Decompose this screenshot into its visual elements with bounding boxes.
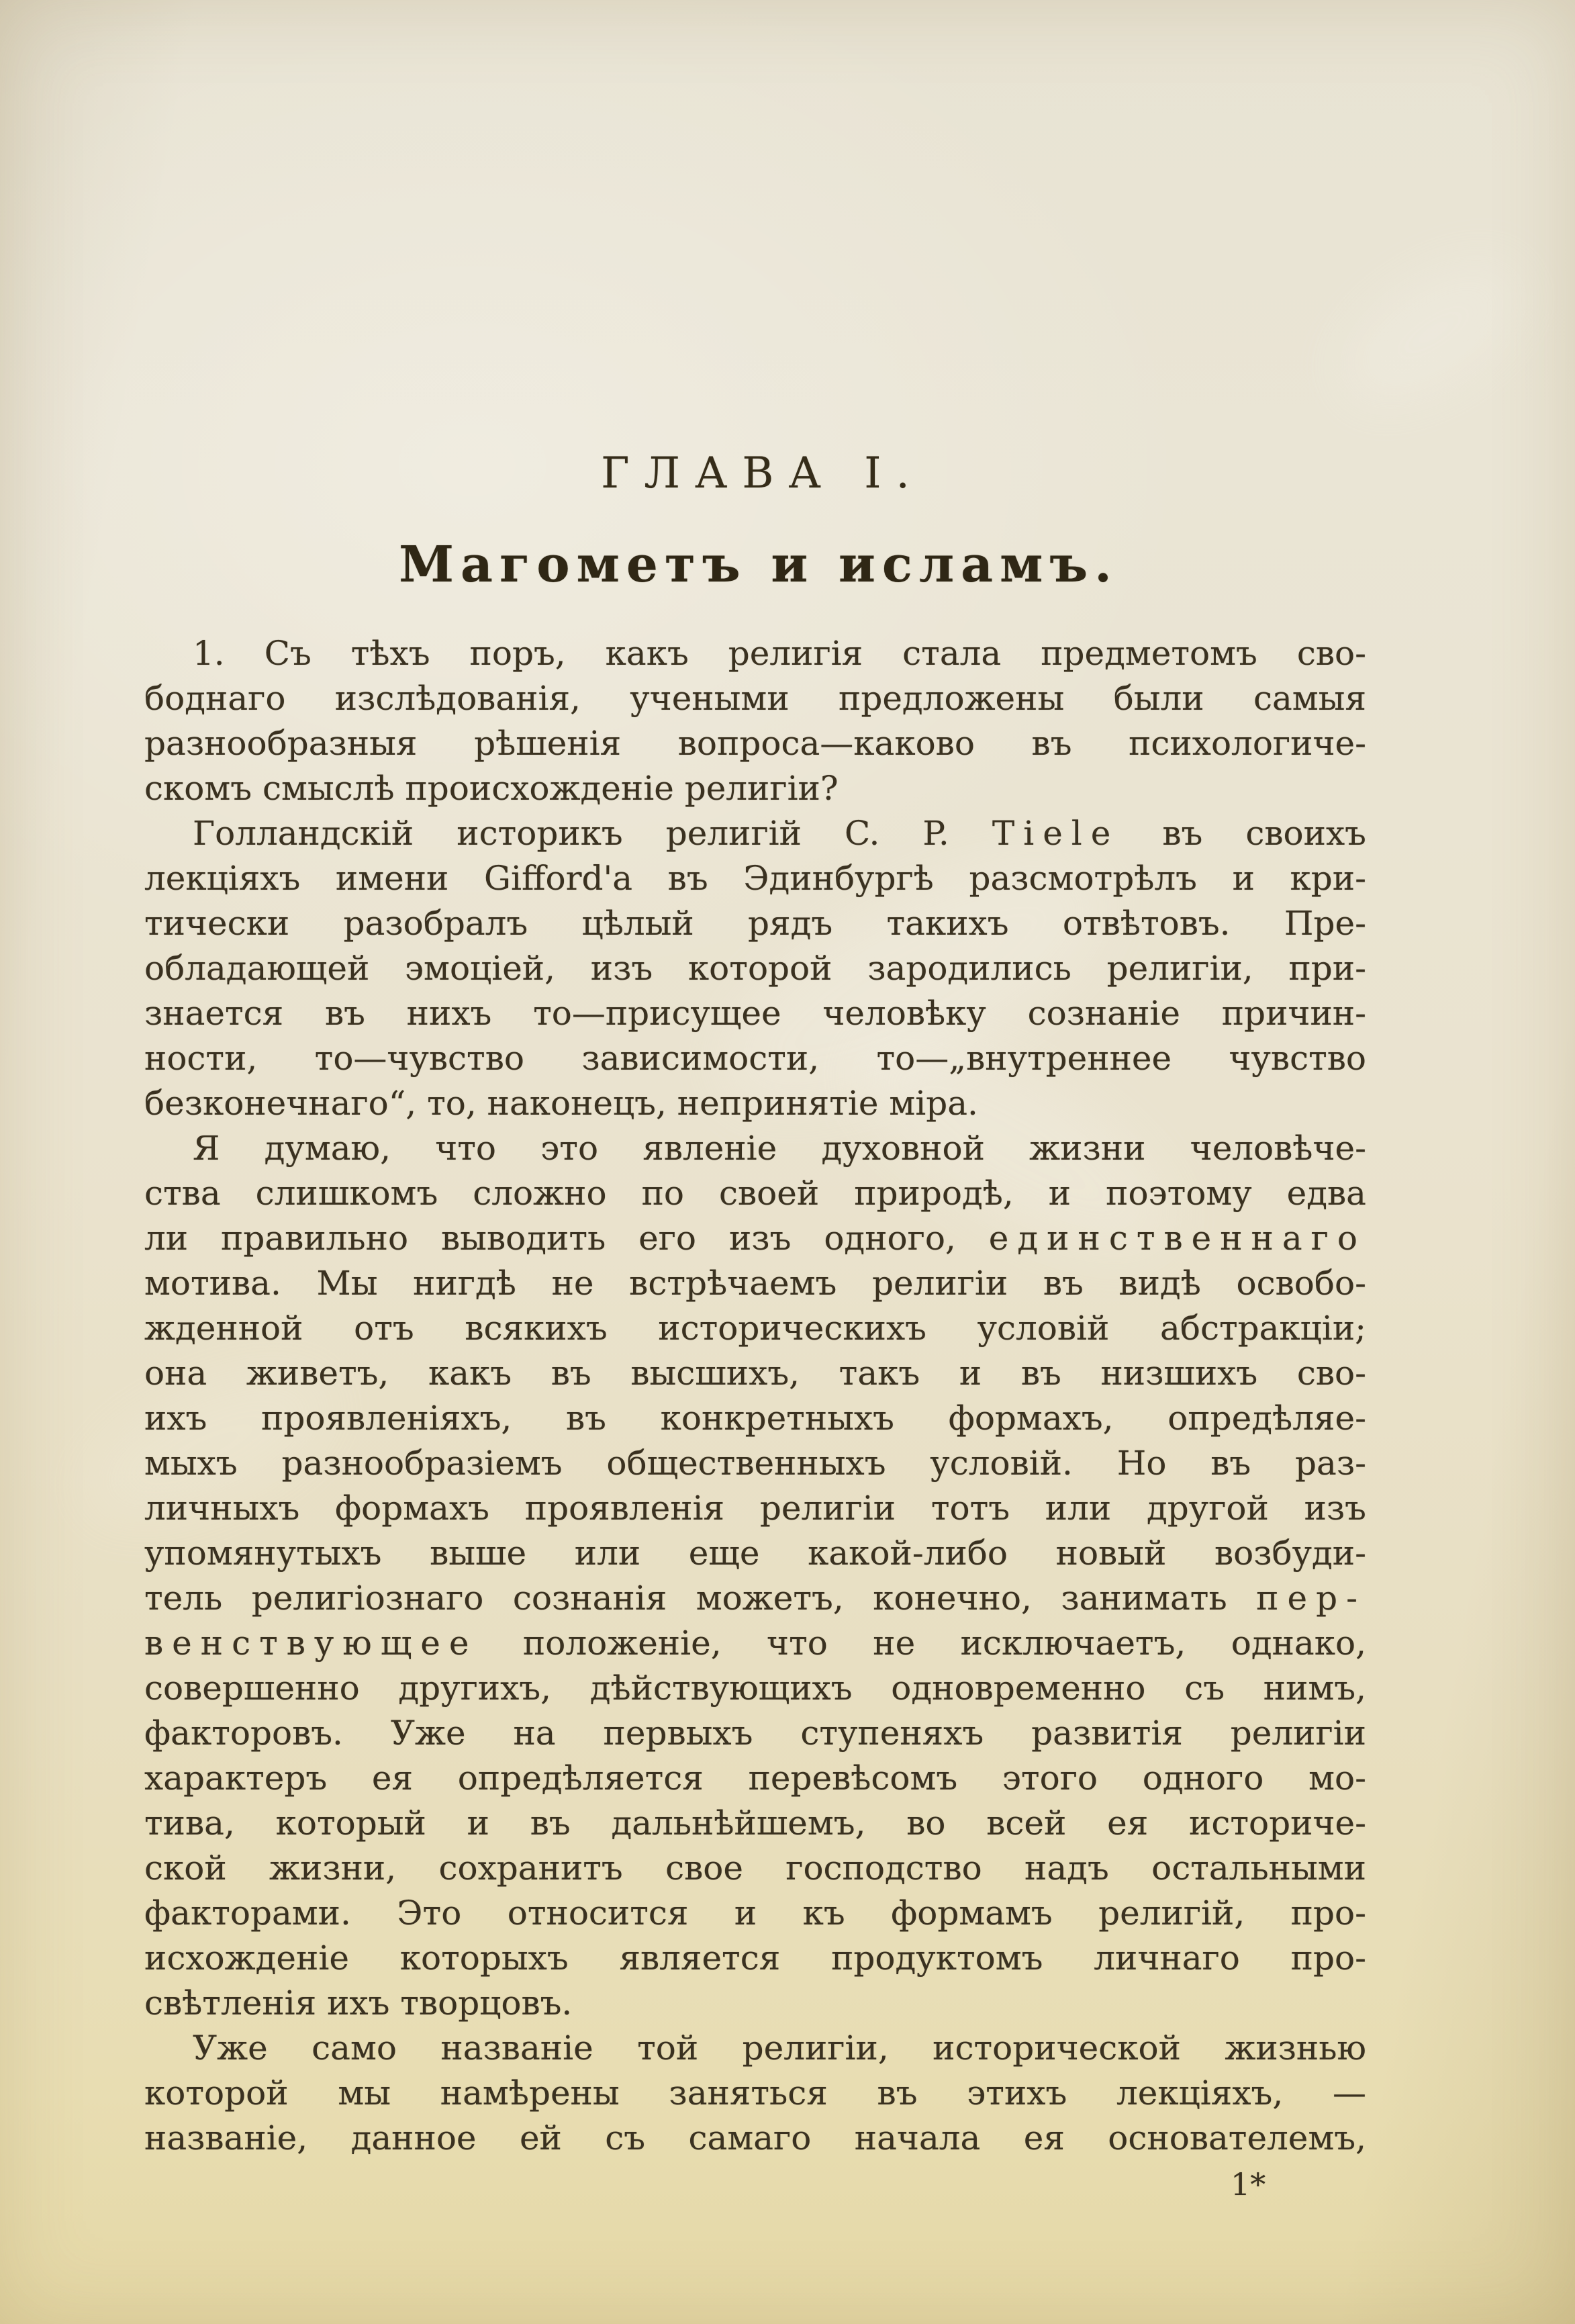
text-line [144,1846,1366,1891]
text-segment: ли правильно выводить его изъ одного, [144,1219,989,1258]
text-line [144,1981,1366,2026]
text-segment: она живетъ, какъ въ высшихъ, такъ и въ низшихъ сво- [144,1354,1366,1393]
text-segment: разнообразныя рѣшенія вопроса—каково въ психологиче- [144,724,1366,763]
letterspaced-text: пер- [1256,1579,1366,1618]
text-segment: боднаго изслѣдованія, учеными предложены были самыя [144,679,1366,718]
text-line [144,1126,1366,1171]
letterspaced-text: Tiele [992,814,1120,853]
text-line [144,766,1366,811]
text-segment: въ своихъ [1119,814,1366,853]
text-line [144,811,1366,856]
text-segment: Голландскій историкъ религій C. P. [193,814,992,853]
text-segment: которой мы намѣрены заняться въ этихъ лекціяхъ, — [144,2074,1366,2112]
text-segment: лекціяхъ имени Gifford'а въ Эдинбургѣ разсмотрѣлъ и кри- [144,859,1366,898]
text-line [144,901,1366,946]
text-segment: положеніе, что не исключаетъ, однако, [477,1624,1366,1663]
text-line [144,1216,1366,1261]
text-line [144,2071,1366,2116]
letterspaced-text: единственнаго [988,1219,1366,1258]
text-line [144,631,1366,676]
text-line [144,1306,1366,1351]
text-line [144,1711,1366,1756]
text-segment: жденной отъ всякихъ историческихъ условій абстракціи; [144,1309,1366,1348]
text-segment: 1. Съ тѣхъ поръ, какъ религія стала предметомъ сво- [193,634,1366,673]
text-line [144,1081,1366,1126]
text-line [144,946,1366,991]
chapter-heading: ГЛАВА I. [601,449,924,498]
text-segment: безконечнаго“, то, наконецъ, непринятіе міра. [144,1084,978,1123]
text-segment: свѣтленія ихъ творцовъ. [144,1984,573,2023]
text-segment: характеръ ея опредѣляется перевѣсомъ этого одного мо- [144,1759,1366,1798]
text-segment: обладающей эмоціей, изъ которой зародились религіи, при- [144,949,1366,988]
text-line [144,1036,1366,1081]
text-segment: личныхъ формахъ проявленія религіи тотъ или другой изъ [144,1489,1366,1528]
text-line [144,1936,1366,1981]
text-line [144,1171,1366,1216]
text-segment: упомянутыхъ выше или еще какой-либо новый возбуди- [144,1534,1366,1573]
text-segment: ства слишкомъ сложно по своей природѣ, и поэтому едва [144,1174,1366,1213]
text-segment: факторовъ. Уже на первыхъ ступеняхъ развитія религіи [144,1714,1366,1753]
letterspaced-text: венствующее [144,1624,478,1663]
text-segment: ихъ проявленіяхъ, въ конкретныхъ формахъ, опредѣляе- [144,1399,1366,1438]
text-segment: тель религіознаго сознанія можетъ, конечно, занимать [144,1579,1257,1618]
text-line [144,1486,1366,1531]
text-line [144,1531,1366,1576]
text-line [144,856,1366,901]
text-segment: ности, то—чувство зависимости, то—„внутреннее чувство [144,1039,1366,1078]
text-line [144,1261,1366,1306]
text-segment: тически разобралъ цѣлый рядъ такихъ отвѣтовъ. Пре- [144,904,1366,943]
text-segment: совершенно другихъ, дѣйствующихъ одновременно съ нимъ, [144,1669,1366,1708]
text-segment: Уже само названіе той религіи, исторической жизнью [193,2029,1366,2067]
text-segment: исхожденіе которыхъ является продуктомъ личнаго про- [144,1939,1366,1978]
text-line [144,1441,1366,1486]
text-line [144,2026,1366,2071]
text-segment: факторами. Это относится и къ формамъ религій, про- [144,1894,1366,1933]
text-line [144,1756,1366,1801]
text-segment: Я думаю, что это явленіе духовной жизни человѣче- [193,1129,1366,1168]
text-segment: мыхъ разнообразіемъ общественныхъ условій. Но въ раз- [144,1444,1366,1483]
text-line [144,1621,1366,1666]
text-line [144,1666,1366,1711]
text-line [144,1891,1366,1936]
text-line [144,721,1366,766]
text-segment: названіе, данное ей съ самаго начала ея основателемъ, [144,2119,1366,2157]
text-segment: знается въ нихъ то—присущее человѣку сознаніе причин- [144,994,1366,1033]
text-segment: скомъ смыслѣ происхожденіе религіи? [144,769,839,808]
text-line [144,1801,1366,1846]
text-line [144,991,1366,1036]
scan-artifact [1319,234,1548,432]
text-segment: мотива. Мы нигдѣ не встрѣчаемъ религіи въ видѣ освобо- [144,1264,1366,1303]
text-block [144,631,1366,2161]
signature-mark: 1* [1231,2166,1266,2202]
text-line [144,1351,1366,1396]
text-line [144,2116,1366,2161]
text-line [144,676,1366,721]
text-line [144,1576,1366,1621]
text-segment: ской жизни, сохранитъ свое господство надъ остальными [144,1849,1366,1888]
text-segment: тива, который и въ дальнѣйшемъ, во всей ея историче- [144,1804,1366,1843]
text-line [144,1396,1366,1441]
page-title: Магометъ и исламъ. [399,536,1118,594]
